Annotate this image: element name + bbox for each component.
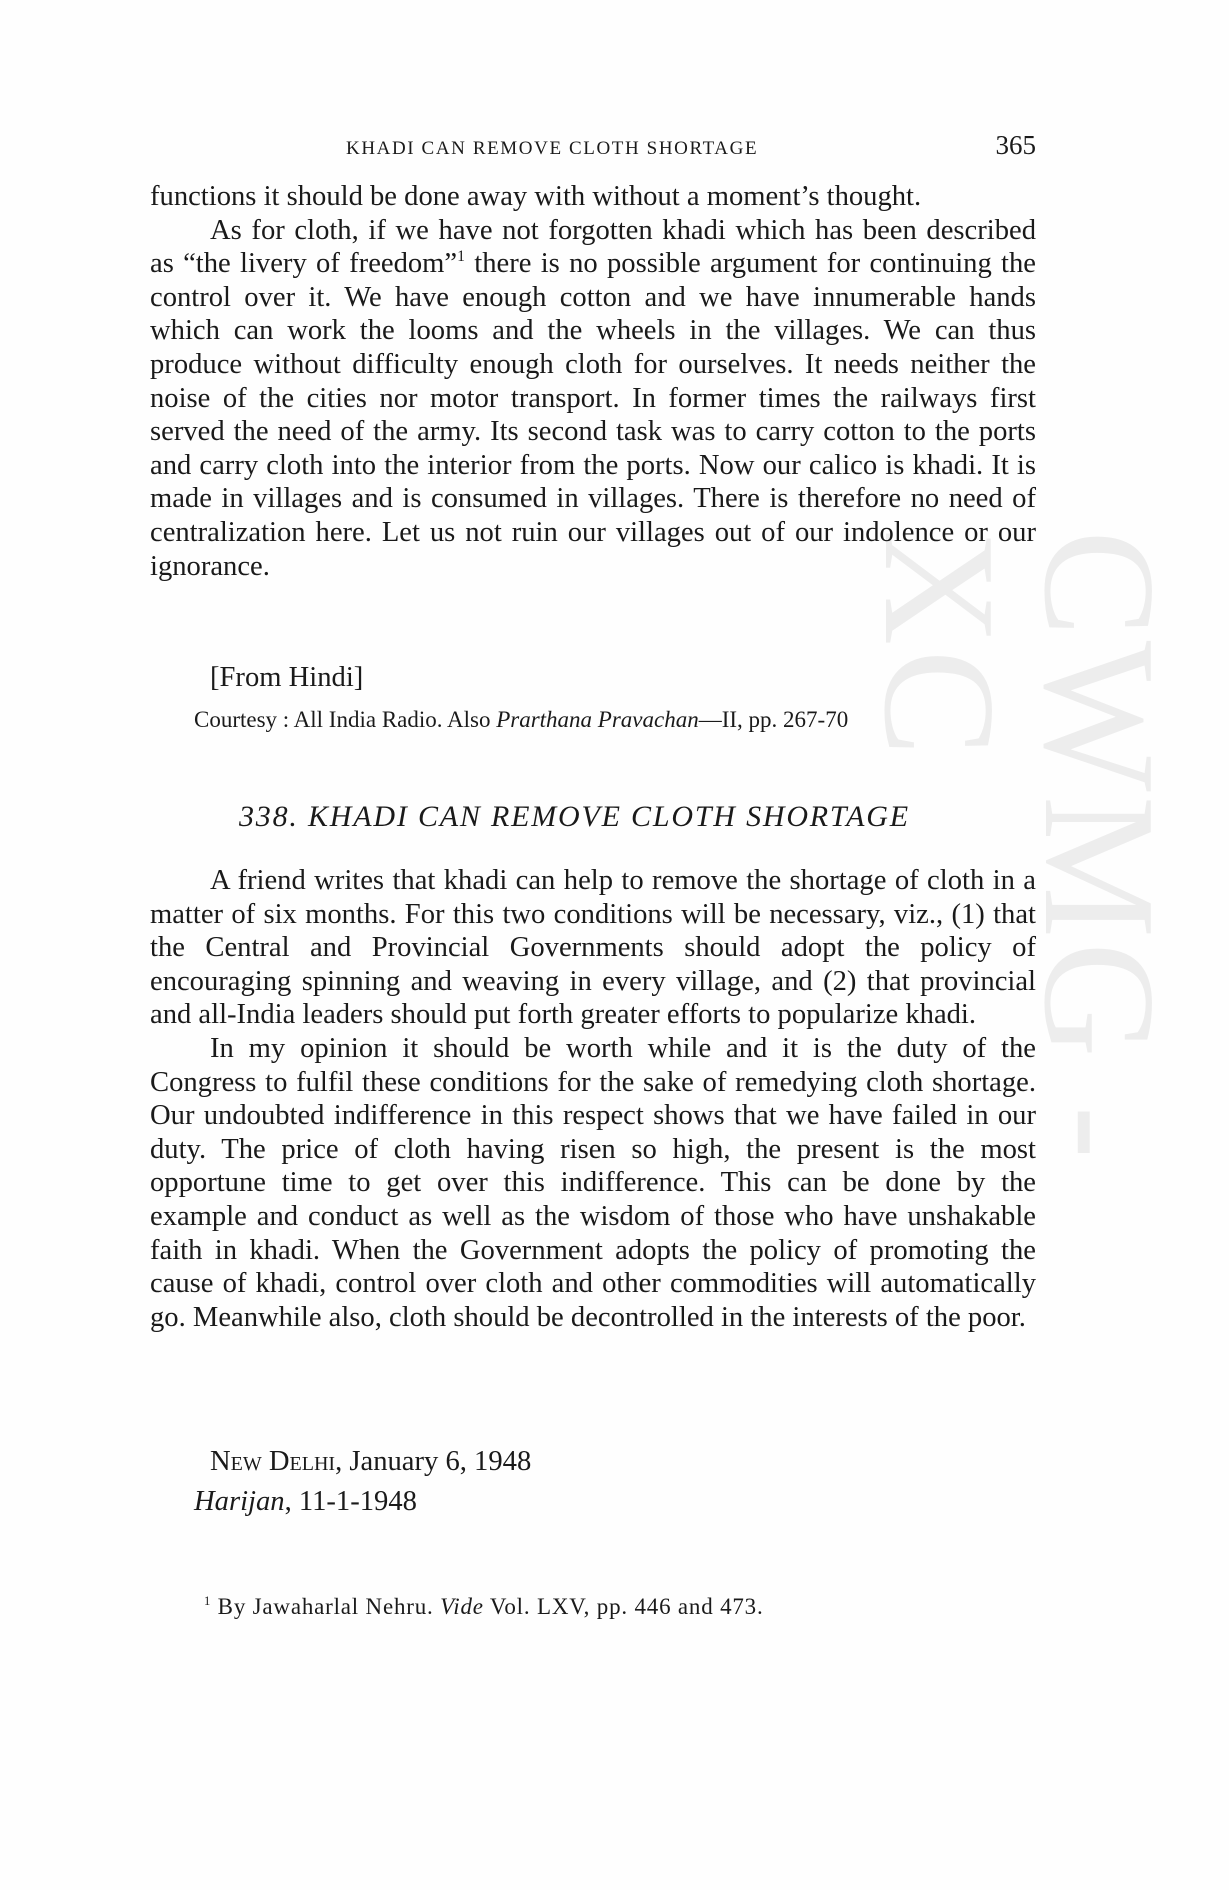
footnote-ref: 1 [457, 248, 465, 266]
publication-date: , 11-1-1948 [284, 1486, 417, 1517]
footnote-marker: 1 [204, 1594, 212, 1609]
publication-name: Harijan [194, 1486, 285, 1517]
publication-line [194, 1486, 417, 1518]
page-number: 365 [995, 130, 1036, 160]
section-paragraph-1: A friend writes that khadi can help to remove the shortage of cloth in a matter of six months. For this two conditions will be necessary, viz., (1) that the Central and Provincial Governments should adopt the policy of encouraging spinning and weaving in every village, and (2) that provincial and all-India leaders should put forth greater efforts to popularize khadi. [150, 865, 1036, 1031]
section-paragraph-2: In my opinion it should be worth while and it is the duty of the Congress to fulfil these conditions for the sake of remedying cloth shortage. Our undoubted indifference in this respect shows that we have failed in our duty. The price of cloth having risen so high, the present is the most opportune time to get over this indifference. This can be done by the example and conduct as well as the wisdom of those who have unshakable faith in khadi. When the Government adopts the policy of promoting the cause of khadi, control over cloth and other commodities will automatically go. Meanwhile also, cloth should be decontrolled in the interests of the poor. [150, 1032, 1036, 1333]
courtesy-pages: —II, pp. 267-70 [698, 707, 849, 732]
section-title: 338. KHADI CAN REMOVE CLOTH SHORTAGE [239, 800, 910, 833]
place-date [210, 1446, 531, 1478]
page-header [150, 126, 1036, 166]
continuation-paragraph: functions it should be done away with without a moment’s thought. [150, 181, 922, 212]
running-head: KHADI CAN REMOVE CLOTH SHORTAGE [346, 138, 759, 159]
cloth-paragraph-rest: there is no possible argument for continuing the control over it. We have enough cotton and we have innumerable hands which can work the looms and the wheels in the villages. We can thus produce without difficulty enough cloth for ourselves. It needs neither the noise of the cities nor motor transport. In former times the railways first served the need of the army. Its second task was to carry cotton to the ports and carry cloth into the interior from the ports. Now our calico is khadi. It is made in villages and is consumed in villages. There is therefore no need of centralization here. Let us not ruin our villages out of our indolence or our ignorance. [150, 248, 1036, 582]
courtesy-title: Prarthana Pravachan [496, 707, 699, 732]
footnote-vide: Vide [440, 1594, 484, 1619]
section-body [150, 864, 1036, 1334]
footnote-text: By Jawaharlal Nehru. [211, 1594, 441, 1619]
date: , January 6, 1948 [335, 1446, 532, 1477]
footnote-reference: Vol. LXV, pp. 446 and 473. [483, 1594, 764, 1619]
continued-text [150, 180, 1036, 583]
courtesy-line [194, 707, 848, 733]
footnote [204, 1594, 764, 1620]
cloth-paragraph [150, 214, 1036, 584]
watermark: CWMG - XC [851, 530, 1189, 1163]
cloth-paragraph-start: As for cloth, if we have not forgotten khadi which has been described as “the livery of freedom” [150, 214, 1036, 280]
courtesy-text: Courtesy : All India Radio. Also [194, 707, 497, 732]
place: New Delhi [210, 1446, 336, 1477]
source-note: [From Hindi] [210, 662, 364, 693]
